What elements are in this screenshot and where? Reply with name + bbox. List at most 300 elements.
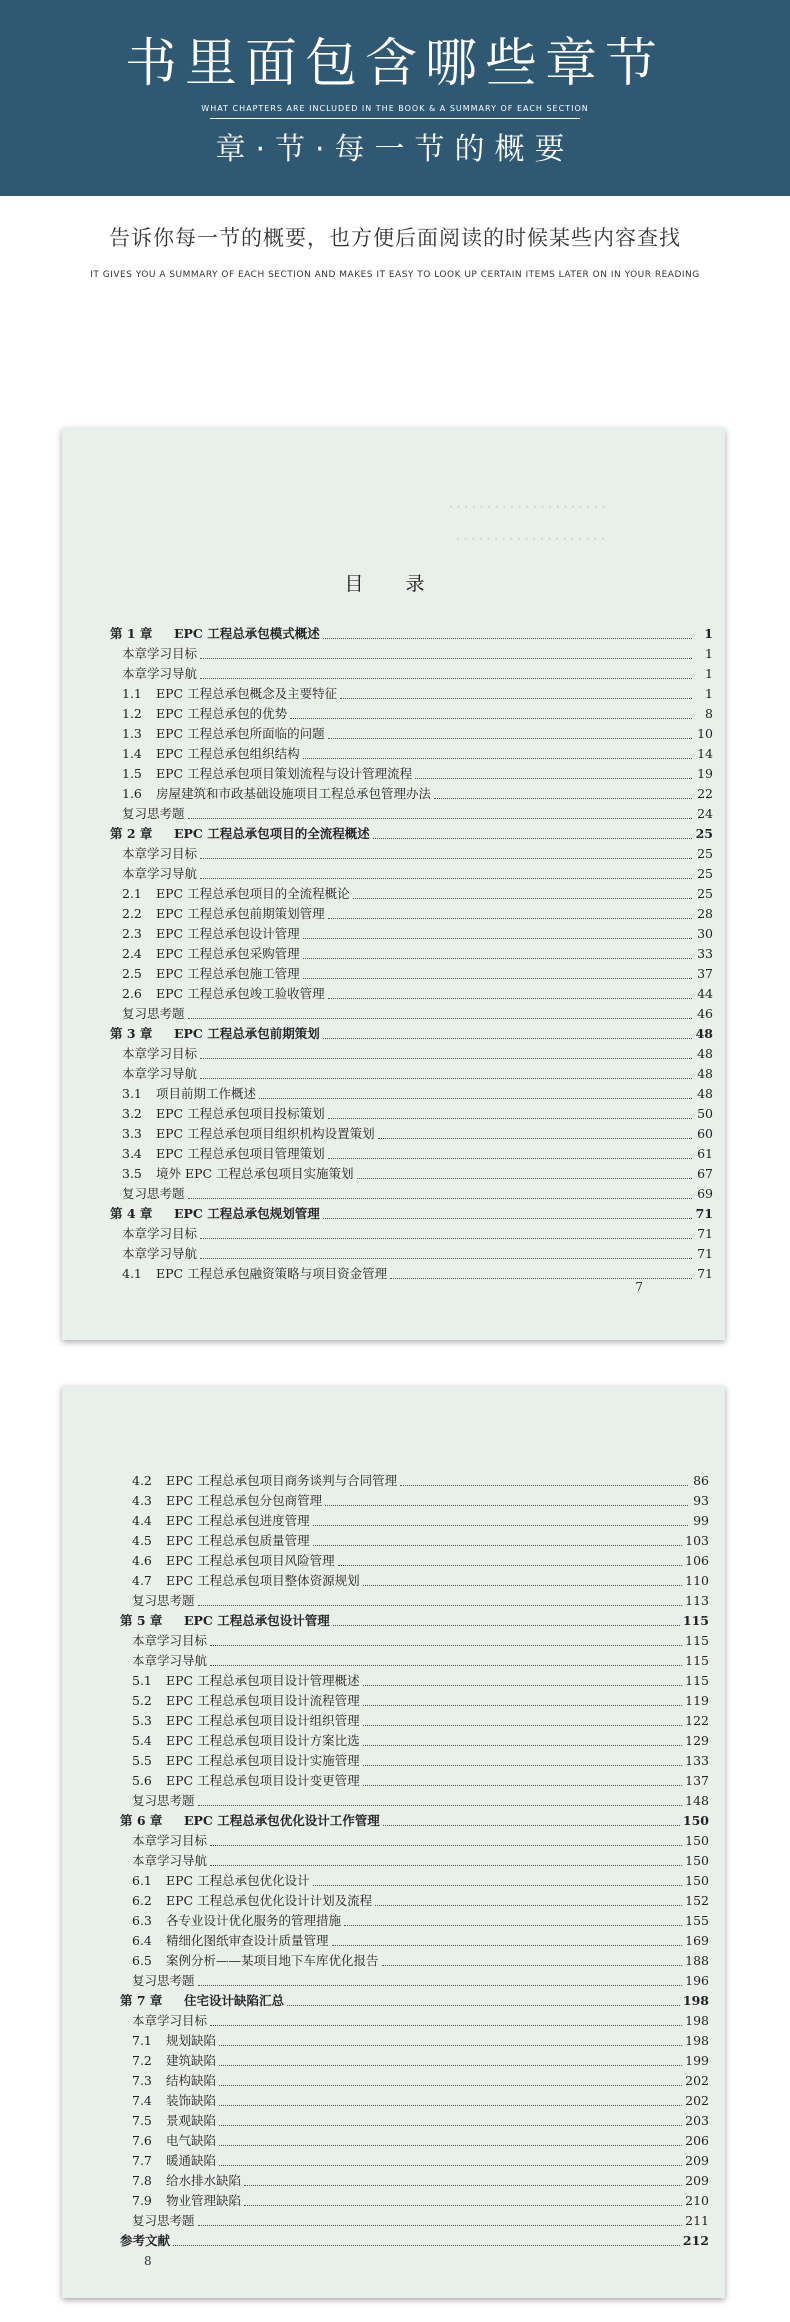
toc-entry-title: 规划缺陷 xyxy=(166,2033,217,2048)
toc-entry-number: 7.2 xyxy=(132,2053,152,2068)
toc-entry-number: 2.6 xyxy=(122,986,142,1001)
toc-entry-number: 2.3 xyxy=(122,926,142,941)
toc-entry-page: 22 xyxy=(697,786,713,801)
header-banner xyxy=(0,0,790,196)
toc-entry-number: 7.4 xyxy=(132,2093,152,2108)
toc-entry-page: 8 xyxy=(705,706,713,721)
toc-entry-page: 71 xyxy=(697,1246,713,1261)
toc-entry-row xyxy=(120,2071,709,2091)
toc-entry-title: 电气缺陷 xyxy=(166,2133,217,2148)
toc-entry-row xyxy=(120,2111,709,2131)
toc-chapter-row xyxy=(110,824,713,844)
toc-entry-page: 86 xyxy=(693,1473,709,1488)
dot-leader xyxy=(200,677,692,679)
toc-entry-row xyxy=(120,1751,709,1771)
toc-entry-page: 115 xyxy=(685,1673,709,1688)
toc-entry-number: 4.4 xyxy=(132,1513,152,1528)
toc-entry-page: 188 xyxy=(685,1953,709,1968)
toc-entry-title: EPC 工程总承包概念及主要特征 xyxy=(156,686,338,701)
dot-leader xyxy=(323,1037,692,1039)
toc-entry-title: 结构缺陷 xyxy=(166,2073,217,2088)
toc-entry-row xyxy=(110,1224,713,1244)
banner-subtitle-english: WHAT CHAPTERS ARE INCLUDED IN THE BOOK & A SUMMARY OF EACH SECTION xyxy=(201,104,589,113)
dot-leader xyxy=(363,1584,683,1586)
toc-entry-title: 本章学习目标 xyxy=(132,1833,208,1848)
toc-entry-number: 7.5 xyxy=(132,2113,152,2128)
toc-entry-page: 115 xyxy=(682,1613,709,1628)
toc-entry-row xyxy=(110,724,713,744)
toc-entry-page: 19 xyxy=(697,766,713,781)
toc-entry-number: 2.5 xyxy=(122,966,142,981)
dot-leader xyxy=(200,1077,692,1079)
dot-leader xyxy=(188,1197,692,1199)
toc-entry-row xyxy=(110,1164,713,1184)
toc-entry-row xyxy=(120,1471,709,1491)
toc-entry-title: 本章学习目标 xyxy=(132,2013,208,2028)
toc-entry-row xyxy=(120,2171,709,2191)
toc-entry-title: 项目前期工作概述 xyxy=(156,1086,257,1101)
dot-leader xyxy=(210,1864,682,1866)
toc-entry-page: 67 xyxy=(697,1166,713,1181)
toc-entry-row xyxy=(120,1851,709,1871)
toc-entry-title: 房屋建筑和市政基础设施项目工程总承包管理办法 xyxy=(156,786,432,801)
toc-entry-page: 44 xyxy=(697,986,713,1001)
toc-entry-title: EPC 工程总承包项目设计流程管理 xyxy=(166,1693,360,1708)
dot-leader xyxy=(415,777,692,779)
toc-entry-page: 48 xyxy=(697,1086,713,1101)
toc-entry-page: 1 xyxy=(705,686,713,701)
toc-entry-page: 198 xyxy=(682,1993,709,2008)
toc-entry-number: 3.4 xyxy=(122,1146,142,1161)
toc-entry-title: 暖通缺陷 xyxy=(166,2153,217,2168)
toc-entry-number: 第 3 章 xyxy=(110,1026,153,1041)
intro-text-english: IT GIVES YOU A SUMMARY OF EACH SECTION AND MAKES IT EASY TO LOOK UP CERTAIN ITEMS LATER ON IN YOUR READING xyxy=(90,270,700,280)
toc-entry-page: 115 xyxy=(685,1633,709,1648)
dot-leader xyxy=(363,1724,683,1726)
dot-leader xyxy=(219,2104,682,2106)
toc-entry-row xyxy=(110,704,713,724)
toc-entry-number: 5.4 xyxy=(132,1733,152,1748)
toc-entry-page: 212 xyxy=(682,2233,709,2248)
toc-entry-row xyxy=(120,1511,709,1531)
toc-entry-page: 113 xyxy=(685,1593,709,1608)
dot-leader xyxy=(244,2184,682,2186)
toc-entry-title: 复习思考题 xyxy=(132,1793,195,1808)
dot-leader xyxy=(259,1097,692,1099)
toc-entry-page: 129 xyxy=(685,1733,709,1748)
toc-entry-page: 28 xyxy=(697,906,713,921)
toc-entry-row xyxy=(110,784,713,804)
toc-entry-page: 61 xyxy=(697,1146,713,1161)
dot-leader xyxy=(353,897,692,899)
toc-entry-page: 25 xyxy=(697,866,713,881)
dot-leader xyxy=(219,2064,682,2066)
dot-leader xyxy=(303,757,692,759)
toc-entry-title: 给水排水缺陷 xyxy=(166,2173,242,2188)
dot-leader xyxy=(188,1017,692,1019)
toc-entry-title: 精细化图纸审查设计质量管理 xyxy=(166,1933,329,1948)
bleed-through-text: · · · · · · · · · · · · · · · · · · · · · xyxy=(448,500,605,514)
table-of-contents xyxy=(120,1471,709,2251)
dot-leader xyxy=(328,917,692,919)
toc-entry-title: EPC 工程总承包项目风险管理 xyxy=(166,1553,335,1568)
toc-entry-number: 第 1 章 xyxy=(110,626,153,641)
dot-leader xyxy=(390,1277,692,1279)
toc-entry-row xyxy=(120,1531,709,1551)
banner-title: 书里面包含哪些章节 xyxy=(124,34,665,94)
toc-entry-page: 211 xyxy=(685,2213,709,2228)
toc-entry-title: EPC 工程总承包项目设计组织管理 xyxy=(166,1713,360,1728)
dot-leader xyxy=(200,1237,692,1239)
dot-leader xyxy=(188,817,692,819)
toc-entry-row xyxy=(110,904,713,924)
dot-leader xyxy=(363,1704,683,1706)
toc-entry-page: 206 xyxy=(685,2133,709,2148)
toc-entry-row xyxy=(110,684,713,704)
toc-chapter-row xyxy=(110,624,713,644)
toc-entry-row xyxy=(120,1571,709,1591)
dot-leader xyxy=(325,1504,688,1506)
toc-entry-row xyxy=(110,1124,713,1144)
toc-entry-page: 169 xyxy=(685,1933,709,1948)
toc-entry-title: EPC 工程总承包竣工验收管理 xyxy=(156,986,325,1001)
toc-entry-row xyxy=(120,1711,709,1731)
toc-entry-number: 2.1 xyxy=(122,886,142,901)
toc-entry-row xyxy=(120,2031,709,2051)
toc-entry-number: 6.5 xyxy=(132,1953,152,1968)
toc-entry-page: 60 xyxy=(697,1126,713,1141)
dot-leader xyxy=(333,1624,680,1626)
toc-entry-row xyxy=(110,644,713,664)
dot-leader xyxy=(338,1564,683,1566)
toc-entry-number: 7.7 xyxy=(132,2153,152,2168)
dot-leader xyxy=(323,1217,692,1219)
toc-entry-page: 119 xyxy=(685,1693,709,1708)
toc-entry-title: 本章学习导航 xyxy=(132,1853,208,1868)
toc-entry-number: 3.3 xyxy=(122,1126,142,1141)
toc-entry-number: 第 7 章 xyxy=(120,1993,163,2008)
dot-leader xyxy=(363,1744,683,1746)
dot-leader xyxy=(200,657,692,659)
toc-entry-number: 3.2 xyxy=(122,1106,142,1121)
toc-entry-page: 1 xyxy=(705,646,713,661)
toc-entry-row xyxy=(110,1064,713,1084)
toc-entry-page: 1 xyxy=(705,666,713,681)
toc-entry-number: 5.5 xyxy=(132,1753,152,1768)
dot-leader xyxy=(328,1157,692,1159)
toc-entry-row xyxy=(120,1931,709,1951)
toc-entry-row xyxy=(110,964,713,984)
toc-entry-title: 复习思考题 xyxy=(122,806,185,821)
dot-leader xyxy=(173,2244,680,2246)
toc-entry-row xyxy=(110,1104,713,1124)
dot-leader xyxy=(219,2124,682,2126)
toc-entry-title: EPC 工程总承包模式概述 xyxy=(174,626,320,641)
toc-entry-row xyxy=(120,2191,709,2211)
toc-entry-page: 71 xyxy=(697,1226,713,1241)
dot-leader xyxy=(198,2224,683,2226)
toc-entry-row xyxy=(120,2151,709,2171)
toc-entry-page: 209 xyxy=(685,2173,709,2188)
toc-entry-number: 4.7 xyxy=(132,1573,152,1588)
toc-entry-page: 1 xyxy=(704,626,713,641)
dot-leader xyxy=(219,2044,682,2046)
toc-entry-title: 装饰缺陷 xyxy=(166,2093,217,2108)
toc-chapter-row xyxy=(120,2231,709,2251)
toc-entry-row xyxy=(110,984,713,1004)
toc-entry-title: 本章学习目标 xyxy=(122,646,198,661)
toc-entry-page: 25 xyxy=(697,886,713,901)
toc-entry-title: EPC 工程总承包项目整体资源规划 xyxy=(166,1573,360,1588)
toc-entry-row xyxy=(120,1971,709,1991)
toc-entry-number: 4.5 xyxy=(132,1533,152,1548)
toc-entry-page: 133 xyxy=(685,1753,709,1768)
toc-entry-title: 住宅设计缺陷汇总 xyxy=(184,1993,285,2008)
toc-entry-title: EPC 工程总承包组织结构 xyxy=(156,746,300,761)
toc-entry-number: 6.2 xyxy=(132,1893,152,1908)
toc-entry-title: EPC 工程总承包所面临的问题 xyxy=(156,726,325,741)
toc-entry-page: 150 xyxy=(685,1833,709,1848)
toc-entry-page: 209 xyxy=(685,2153,709,2168)
banner-divider xyxy=(210,118,580,119)
dot-leader xyxy=(434,797,692,799)
toc-entry-title: 本章学习导航 xyxy=(122,866,198,881)
toc-entry-title: EPC 工程总承包分包商管理 xyxy=(166,1493,323,1508)
toc-entry-title: EPC 工程总承包项目投标策划 xyxy=(156,1106,325,1121)
dot-leader xyxy=(210,1844,682,1846)
toc-entry-page: 115 xyxy=(685,1653,709,1668)
toc-entry-page: 103 xyxy=(685,1533,709,1548)
toc-entry-row xyxy=(110,804,713,824)
dot-leader xyxy=(383,1824,680,1826)
toc-entry-page: 210 xyxy=(685,2193,709,2208)
toc-entry-title: EPC 工程总承包项目设计管理概述 xyxy=(166,1673,360,1688)
toc-entry-row xyxy=(110,764,713,784)
toc-entry-title: EPC 工程总承包项目策划流程与设计管理流程 xyxy=(156,766,413,781)
dot-leader xyxy=(328,1117,692,1119)
toc-entry-title: 本章学习目标 xyxy=(122,846,198,861)
toc-entry-row xyxy=(120,1631,709,1651)
toc-entry-title: EPC 工程总承包采购管理 xyxy=(156,946,300,961)
toc-entry-page: 203 xyxy=(685,2113,709,2128)
toc-entry-row xyxy=(110,1264,713,1284)
toc-entry-page: 202 xyxy=(685,2073,709,2088)
toc-entry-number: 1.4 xyxy=(122,746,142,761)
toc-entry-row xyxy=(120,1731,709,1751)
table-of-contents xyxy=(110,624,713,1284)
toc-entry-row xyxy=(120,1671,709,1691)
toc-entry-page: 122 xyxy=(685,1713,709,1728)
toc-entry-title: 本章学习导航 xyxy=(122,1066,198,1081)
toc-entry-row xyxy=(120,1651,709,1671)
dot-leader xyxy=(378,1137,692,1139)
dot-leader xyxy=(363,1764,683,1766)
toc-entry-title: 参考文献 xyxy=(120,2233,171,2248)
toc-entry-page: 50 xyxy=(697,1106,713,1121)
dot-leader xyxy=(200,857,692,859)
dot-leader xyxy=(375,1904,682,1906)
toc-entry-title: EPC 工程总承包项目设计方案比选 xyxy=(166,1733,360,1748)
toc-entry-page: 99 xyxy=(693,1513,709,1528)
toc-entry-number: 5.1 xyxy=(132,1673,152,1688)
toc-entry-number: 第 5 章 xyxy=(120,1613,163,1628)
dot-leader xyxy=(303,977,692,979)
dot-leader xyxy=(363,1784,683,1786)
toc-entry-number: 4.2 xyxy=(132,1473,152,1488)
toc-entry-row xyxy=(110,1004,713,1024)
toc-entry-row xyxy=(110,884,713,904)
toc-entry-page: 152 xyxy=(685,1893,709,1908)
toc-entry-number: 2.4 xyxy=(122,946,142,961)
dot-leader xyxy=(382,1964,683,1966)
toc-entry-number: 6.3 xyxy=(132,1913,152,1928)
toc-entry-page: 48 xyxy=(697,1066,713,1081)
toc-chapter-row xyxy=(110,1204,713,1224)
page-number: 7 xyxy=(635,1280,643,1294)
dot-leader xyxy=(200,1057,692,1059)
dot-leader xyxy=(303,957,692,959)
dot-leader xyxy=(219,2144,682,2146)
toc-entry-number: 4.1 xyxy=(122,1266,142,1281)
dot-leader xyxy=(340,697,692,699)
toc-entry-number: 7.3 xyxy=(132,2073,152,2088)
toc-entry-page: 48 xyxy=(697,1046,713,1061)
toc-entry-number: 1.3 xyxy=(122,726,142,741)
dot-leader xyxy=(219,2084,682,2086)
toc-entry-row xyxy=(110,1244,713,1264)
toc-entry-number: 4.3 xyxy=(132,1493,152,1508)
toc-entry-page: 199 xyxy=(685,2053,709,2068)
toc-entry-title: 景观缺陷 xyxy=(166,2113,217,2128)
toc-chapter-row xyxy=(120,1611,709,1631)
toc-entry-title: EPC 工程总承包融资策略与项目资金管理 xyxy=(156,1266,388,1281)
toc-entry-row xyxy=(110,1044,713,1064)
book-page-2 xyxy=(62,1386,725,2298)
toc-entry-title: 本章学习目标 xyxy=(122,1046,198,1061)
toc-entry-title: EPC 工程总承包进度管理 xyxy=(166,1513,310,1528)
toc-entry-page: 71 xyxy=(695,1206,713,1221)
toc-entry-number: 1.5 xyxy=(122,766,142,781)
toc-entry-row xyxy=(120,1951,709,1971)
toc-entry-number: 4.6 xyxy=(132,1553,152,1568)
dot-leader xyxy=(198,1984,683,1986)
toc-entry-row xyxy=(120,1911,709,1931)
toc-entry-number: 2.2 xyxy=(122,906,142,921)
toc-entry-row xyxy=(110,1144,713,1164)
toc-entry-title: 本章学习导航 xyxy=(122,666,198,681)
dot-leader xyxy=(198,1604,683,1606)
toc-entry-title: EPC 工程总承包规划管理 xyxy=(174,1206,320,1221)
dot-leader xyxy=(290,717,692,719)
toc-entry-row xyxy=(110,664,713,684)
toc-entry-number: 1.6 xyxy=(122,786,142,801)
toc-entry-row xyxy=(120,1791,709,1811)
toc-entry-title: EPC 工程总承包的优势 xyxy=(156,706,288,721)
toc-entry-number: 7.6 xyxy=(132,2133,152,2148)
toc-entry-row xyxy=(120,2131,709,2151)
toc-entry-page: 196 xyxy=(685,1973,709,1988)
toc-entry-title: EPC 工程总承包优化设计 xyxy=(166,1873,310,1888)
toc-entry-page: 155 xyxy=(685,1913,709,1928)
toc-entry-title: 本章学习目标 xyxy=(132,1633,208,1648)
toc-entry-row xyxy=(110,844,713,864)
banner-subtitle: 章·节·每一节的概要 xyxy=(215,132,575,167)
toc-entry-title: 本章学习导航 xyxy=(132,1653,208,1668)
toc-entry-page: 202 xyxy=(685,2093,709,2108)
toc-entry-number: 5.3 xyxy=(132,1713,152,1728)
dot-leader xyxy=(332,1944,683,1946)
toc-entry-row xyxy=(120,1551,709,1571)
toc-entry-title: 复习思考题 xyxy=(132,1973,195,1988)
toc-entry-row xyxy=(120,2091,709,2111)
toc-entry-title: 物业管理缺陷 xyxy=(166,2193,242,2208)
toc-entry-title: 各专业设计优化服务的管理措施 xyxy=(166,1913,342,1928)
toc-entry-title: EPC 工程总承包优化设计计划及流程 xyxy=(166,1893,373,1908)
toc-chapter-row xyxy=(120,1811,709,1831)
dot-leader xyxy=(200,1257,692,1259)
dot-leader xyxy=(313,1884,683,1886)
toc-entry-page: 137 xyxy=(685,1773,709,1788)
dot-leader xyxy=(363,1684,683,1686)
toc-entry-page: 37 xyxy=(697,966,713,981)
dot-leader xyxy=(200,877,692,879)
toc-entry-title: EPC 工程总承包项目的全流程概述 xyxy=(174,826,370,841)
book-page-1 xyxy=(62,428,725,1340)
toc-entry-page: 48 xyxy=(695,1026,713,1041)
toc-entry-row xyxy=(120,1591,709,1611)
dot-leader xyxy=(303,937,692,939)
toc-entry-row xyxy=(120,2011,709,2031)
toc-entry-title: 本章学习目标 xyxy=(122,1226,198,1241)
toc-entry-page: 93 xyxy=(693,1493,709,1508)
toc-entry-number: 第 6 章 xyxy=(120,1813,163,1828)
toc-entry-number: 6.1 xyxy=(132,1873,152,1888)
toc-entry-page: 33 xyxy=(697,946,713,961)
dot-leader xyxy=(313,1544,683,1546)
toc-entry-row xyxy=(120,2211,709,2231)
toc-entry-number: 1.2 xyxy=(122,706,142,721)
dot-leader xyxy=(323,637,692,639)
toc-entry-number: 5.6 xyxy=(132,1773,152,1788)
toc-entry-title: EPC 工程总承包项目商务谈判与合同管理 xyxy=(166,1473,398,1488)
toc-entry-number: 第 4 章 xyxy=(110,1206,153,1221)
dot-leader xyxy=(313,1524,688,1526)
toc-entry-number: 6.4 xyxy=(132,1933,152,1948)
toc-entry-title: 复习思考题 xyxy=(122,1006,185,1021)
toc-entry-page: 148 xyxy=(685,1793,709,1808)
dot-leader xyxy=(244,2204,682,2206)
bleed-through-text: · · · · · · · · · · · · · · · · · · · · xyxy=(456,532,605,546)
toc-entry-row xyxy=(120,1891,709,1911)
toc-entry-title: EPC 工程总承包质量管理 xyxy=(166,1533,310,1548)
toc-entry-title: 复习思考题 xyxy=(132,2213,195,2228)
toc-entry-page: 25 xyxy=(697,846,713,861)
toc-entry-title: EPC 工程总承包项目设计实施管理 xyxy=(166,1753,360,1768)
toc-entry-title: EPC 工程总承包前期策划管理 xyxy=(156,906,325,921)
toc-entry-title: 复习思考题 xyxy=(132,1593,195,1608)
toc-entry-title: EPC 工程总承包设计管理 xyxy=(184,1613,330,1628)
toc-entry-page: 150 xyxy=(685,1853,709,1868)
toc-entry-title: EPC 工程总承包施工管理 xyxy=(156,966,300,981)
dot-leader xyxy=(400,1484,688,1486)
dot-leader xyxy=(210,1664,682,1666)
toc-title: 目 录 xyxy=(344,573,443,595)
dot-leader xyxy=(357,1177,692,1179)
toc-entry-page: 10 xyxy=(697,726,713,741)
toc-entry-number: 5.2 xyxy=(132,1693,152,1708)
toc-entry-row xyxy=(120,1871,709,1891)
toc-entry-row xyxy=(110,864,713,884)
